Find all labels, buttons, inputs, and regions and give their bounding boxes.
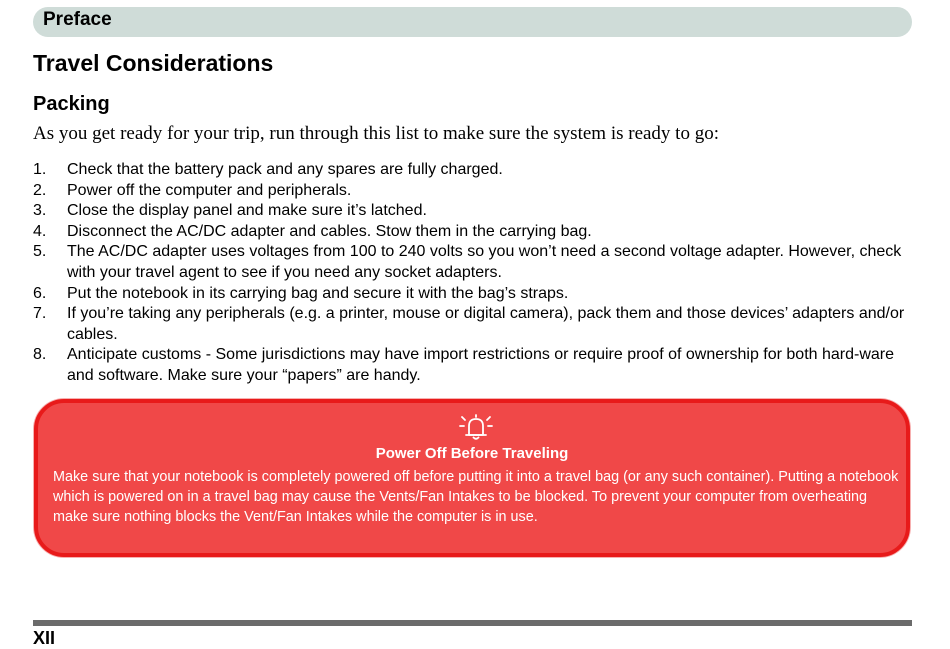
list-item bbox=[33, 181, 913, 202]
step-text: Close the display panel and make sure it’s latched. bbox=[67, 202, 427, 220]
section-title: Travel Considerations bbox=[33, 50, 274, 76]
chapter-title: Preface bbox=[43, 9, 112, 30]
subsection-title: Packing bbox=[33, 93, 110, 115]
footer-divider bbox=[33, 620, 912, 626]
step-number: 7. bbox=[33, 305, 47, 323]
warning-body: Make sure that your notebook is completely powered off before putting it into a travel bag (or any such container). Putting a notebook which is powered on in a travel bag may cause the Vents/Fan Intakes to be blocked. To prevent your computer from overheating make sure nothing blocks the Vent/Fan Intakes while the computer is in use. bbox=[53, 469, 899, 525]
warning-title: Power Off Before Traveling bbox=[375, 445, 569, 462]
intro-paragraph: As you get ready for your trip, run through this list to make sure the system is ready to go: bbox=[33, 123, 719, 144]
chapter-header-bar bbox=[33, 7, 912, 37]
list-item bbox=[33, 160, 913, 181]
step-number: 2. bbox=[33, 181, 47, 199]
step-text: Put the notebook in its carrying bag and secure it with the bag’s straps. bbox=[67, 284, 569, 302]
list-item bbox=[33, 284, 913, 305]
list-item bbox=[33, 345, 913, 386]
step-number: 8. bbox=[33, 346, 47, 364]
step-text: Disconnect the AC/DC adapter and cables. Stow them in the carrying bag. bbox=[67, 222, 592, 240]
list-item bbox=[33, 242, 913, 283]
step-text: Anticipate customs - Some jurisdictions may have import restrictions or require proof of ownership for both hard-ware and software. Make sure your “papers” are handy. bbox=[67, 346, 895, 384]
step-number: 4. bbox=[33, 222, 47, 240]
page-number: XII bbox=[33, 628, 56, 648]
step-number: 6. bbox=[33, 284, 47, 302]
list-item bbox=[33, 201, 913, 222]
step-number: 1. bbox=[33, 161, 47, 178]
step-number: 3. bbox=[33, 202, 47, 220]
step-text: If you’re taking any peripherals (e.g. a printer, mouse or digital camera), pack them and those devices’ adapters and/or cables. bbox=[67, 305, 905, 343]
step-text: Power off the computer and peripherals. bbox=[67, 181, 352, 199]
list-item bbox=[33, 304, 913, 345]
step-number: 5. bbox=[33, 243, 47, 261]
list-item bbox=[33, 222, 913, 243]
warning-callout bbox=[34, 399, 910, 557]
step-text: Check that the battery pack and any spares are fully charged. bbox=[67, 161, 503, 178]
alarm-bell-icon bbox=[458, 413, 494, 441]
packing-steps-list bbox=[33, 160, 913, 387]
step-text: The AC/DC adapter uses voltages from 100 to 240 volts so you won’t need a second voltage adapter. However, check with your travel agent to see if you need any socket adapters. bbox=[67, 243, 902, 281]
